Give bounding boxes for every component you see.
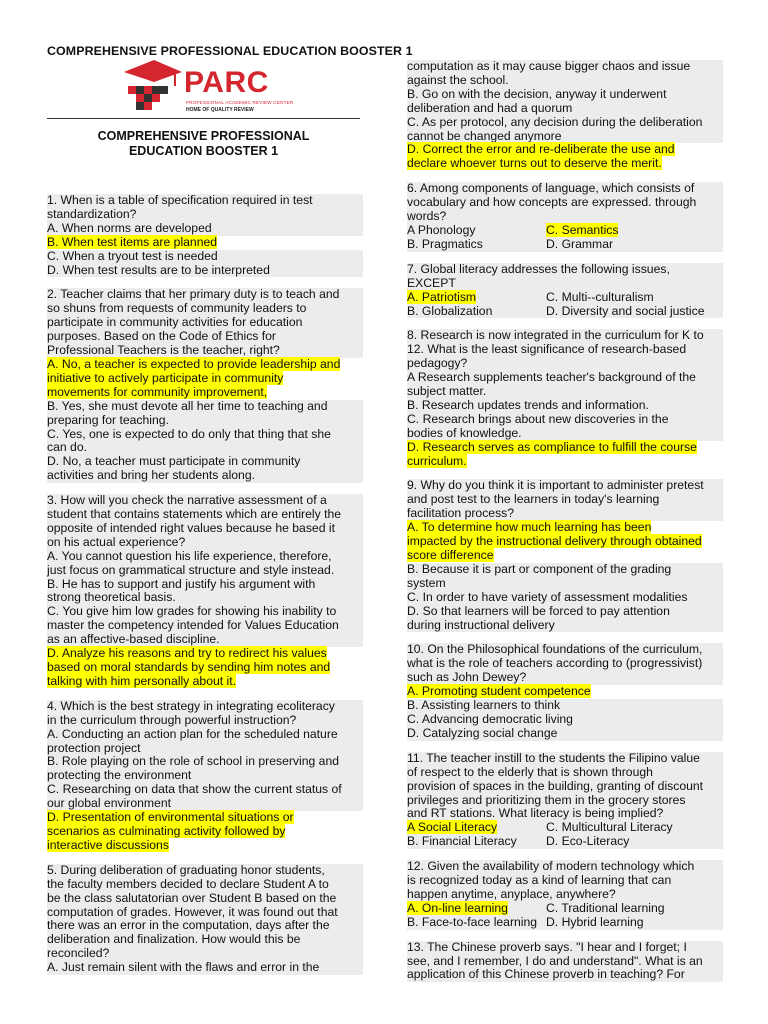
option-c: cannot be changed anymore: [407, 130, 723, 144]
question-11: [407, 752, 723, 849]
option-a: subject matter.: [407, 385, 723, 399]
question-5-continued: [407, 60, 723, 171]
option-d-correct: D. Correct the error and re-deliberate the use and: [407, 142, 675, 157]
option-b: B. He has to support and justify his argument with: [47, 578, 363, 592]
question-text: 10. On the Philosophical foundations of the curriculum,: [407, 643, 723, 657]
option-d-correct: D. Analyze his reasons and try to redirect his values: [47, 646, 327, 661]
question-text: and RT stations. What literacy is being implied?: [407, 807, 723, 821]
option-a-correct: A. Patriotism: [407, 289, 477, 304]
question-text: purposes. Based on the Code of Ethics for: [47, 330, 363, 344]
option-a-correct: A Social Literacy: [407, 820, 498, 835]
option-a-correct: A. On-line learning: [407, 900, 508, 915]
option-d-correct: talking with him personally about it.: [47, 673, 237, 688]
question-text: 11. The teacher instill to the students the Filipino value: [407, 752, 723, 766]
option-c: C. Multicultural Literacy: [546, 820, 673, 835]
question-text: be the class salutatorian over Student B based on the: [47, 892, 363, 906]
option-a: A. You cannot question his life experience, therefore,: [47, 550, 363, 564]
question-text: Professional Teachers is the teacher, right?: [47, 344, 363, 358]
question-text: 6. Among components of language, which consists of: [407, 182, 723, 196]
option-b: protecting the environment: [47, 769, 363, 783]
question-text: so shuns from requests of community leaders to: [47, 302, 363, 316]
question-8: [407, 329, 723, 468]
question-text: 1. When is a table of specification required in test: [47, 194, 363, 208]
title-line-1: COMPREHENSIVE PROFESSIONAL: [97, 129, 310, 143]
option-c: our global environment: [47, 797, 363, 811]
option-d-correct: based on moral standards by sending him notes and: [47, 660, 331, 674]
option-d: D. When test results are to be interpreted: [47, 264, 363, 278]
question-text: 12. What is the least significance of research-based: [407, 343, 723, 357]
option-a-correct: score difference: [407, 548, 494, 562]
option-a: A. Conducting an action plan for the scheduled nature: [47, 728, 363, 742]
option-c: can do.: [47, 441, 363, 455]
option-d: during instructional delivery: [407, 619, 723, 633]
option-a: against the school.: [407, 74, 723, 88]
option-c: master the competency intended for Values Education: [47, 619, 363, 633]
question-7: [407, 263, 723, 319]
question-text: and post test to the learners in today's learning: [407, 493, 723, 507]
question-13: [407, 941, 723, 983]
option-b: B. Go on with the decision, anyway it underwent: [407, 88, 723, 102]
question-text: on his actual experience?: [47, 536, 363, 550]
option-c: as an affective-based discipline.: [47, 633, 363, 647]
option-c: C. Yes, one is expected to do only that thing that she: [47, 428, 363, 442]
option-d: D. Diversity and social justice: [546, 303, 705, 318]
option-d: activities and bring her students along.: [47, 469, 363, 483]
question-text: reconciled?: [47, 947, 363, 961]
question-3: [47, 494, 363, 689]
question-text: participate in community activities for education: [47, 316, 363, 330]
question-text: 7. Global literacy addresses the following issues,: [407, 263, 723, 277]
option-b: B. Financial Literacy: [407, 834, 517, 849]
option-b: B. Globalization: [407, 303, 493, 318]
question-4: [47, 700, 363, 853]
question-1: [47, 194, 363, 277]
option-c: C. Research brings about new discoveries in the: [407, 413, 723, 427]
question-text: such as John Dewey?: [407, 671, 723, 685]
option-a: A. Just remain silent with the flaws and error in the: [47, 961, 363, 975]
question-9: [407, 479, 723, 632]
logo-tagline: PROFESSIONAL ACADEMIC REVIEW CENTER: [186, 100, 294, 105]
option-c: C. When a tryout test is needed: [47, 250, 363, 264]
option-d: D. Eco-Literacy: [546, 834, 630, 849]
option-a-correct: impacted by the instructional delivery through obtained: [407, 534, 702, 549]
option-a: A Phonology: [407, 222, 476, 237]
question-10: [407, 643, 723, 740]
question-text: 2. Teacher claims that her primary duty is to teach and: [47, 288, 363, 302]
option-b: strong theoretical basis.: [47, 591, 363, 605]
option-c: C. Multi--culturalism: [546, 289, 654, 304]
question-2: [47, 288, 363, 483]
question-text: vocabulary and how concepts are expressed. through: [407, 196, 723, 210]
option-d-correct: D. Presentation of environmental situations or: [47, 810, 294, 825]
question-text: opposite of intended right values because he based it: [47, 522, 363, 536]
option-d: D. No, a teacher must participate in community: [47, 455, 363, 469]
option-b: B. Research updates trends and information.: [407, 399, 723, 413]
question-text: happen anytime, anyplace, anywhere?: [407, 888, 723, 902]
question-text: of respect to the elderly that is shown through: [407, 766, 723, 780]
logo-subtagline: HOME OF QUALITY REVIEW: [186, 107, 254, 113]
option-c: C. You give him low grades for showing his inability to: [47, 605, 363, 619]
option-b: B. Yes, she must devote all her time to teaching and: [47, 400, 363, 414]
option-a-correct: initiative to actively participate in community: [47, 370, 284, 385]
question-text: pedagogy?: [407, 357, 723, 371]
question-5: [47, 864, 363, 975]
question-text: in the curriculum through powerful instruction?: [47, 714, 363, 728]
option-a: A Research supplements teacher's background of the: [407, 371, 723, 385]
question-text: 12. Given the availability of modern technology which: [407, 860, 723, 874]
option-b: B. Assisting learners to think: [407, 699, 723, 713]
page-header: COMPREHENSIVE PROFESSIONAL EDUCATION BOOSTER 1: [47, 44, 413, 58]
option-a-correct: A. To determine how much learning has been: [407, 520, 652, 535]
option-a: computation as it may cause bigger chaos and issue: [407, 60, 723, 74]
option-c: C. Traditional learning: [546, 900, 665, 915]
option-d: D. Grammar: [546, 236, 614, 251]
title-line-2: EDUCATION BOOSTER 1: [128, 144, 279, 158]
question-12: [407, 860, 723, 930]
option-d-correct: interactive discussions: [47, 837, 169, 852]
question-text: words?: [407, 210, 723, 224]
option-c: C. As per protocol, any decision during the deliberation: [407, 116, 723, 130]
option-d-correct: D. Research serves as compliance to fulfill the course: [407, 439, 697, 454]
question-text: the faculty members decided to declare Student A to: [47, 878, 363, 892]
question-text: computation of grades. However, it was found out that: [47, 906, 363, 920]
question-text: 9. Why do you think it is important to administer pretest: [407, 479, 723, 493]
option-c: C. In order to have variety of assessment modalities: [407, 591, 723, 605]
option-c-correct: C. Semantics: [546, 222, 619, 237]
graduation-cap-icon: [120, 58, 184, 118]
question-text: EXCEPT: [407, 277, 723, 291]
option-a-correct: movements for community improvement,: [47, 384, 268, 399]
question-text: 13. The Chinese proverb says. "I hear and I forget; I: [407, 941, 723, 955]
option-b: B. Role playing on the role of school in preserving and: [47, 755, 363, 769]
question-text: see, and I remember, I do and understand". What is an: [407, 955, 723, 969]
option-d: D. Catalyzing social change: [407, 727, 723, 741]
option-b: preparing for teaching.: [47, 414, 363, 428]
option-c: bodies of knowledge.: [407, 427, 723, 441]
question-text: 4. Which is the best strategy in integrating ecoliteracy: [47, 700, 363, 714]
question-text: there was an error in the computation, days after the: [47, 919, 363, 933]
question-text: provision of spaces in the building, granting of discount: [407, 780, 723, 794]
option-d-correct: declare whoever turns out to deserve the merit.: [407, 156, 662, 171]
question-text: standardization?: [47, 208, 363, 222]
question-text: privileges and prioritizing them in the grocery stores: [407, 794, 723, 808]
option-a: protection project: [47, 742, 363, 756]
question-text: student that contains statements which are entirely the: [47, 508, 363, 522]
option-a: just focus on grammatical structure and style instead.: [47, 564, 363, 578]
parc-logo: [120, 58, 320, 118]
option-a: A. When norms are developed: [47, 222, 363, 236]
document-title: [47, 129, 360, 159]
option-b: B. Face-to-face learning: [407, 914, 538, 929]
option-d: D. Hybrid learning: [546, 914, 644, 929]
option-a-correct: A. Promoting student competence: [407, 684, 591, 699]
left-column: [47, 194, 363, 986]
question-text: application of this Chinese proverb in teaching? For: [407, 968, 723, 982]
option-b: system: [407, 577, 723, 591]
question-text: what is the role of teachers according to (progressivist): [407, 657, 723, 671]
question-text: facilitation process?: [407, 507, 723, 521]
option-c: C. Researching on data that show the current status of: [47, 783, 363, 797]
question-text: 8. Research is now integrated in the curriculum for K to: [407, 329, 723, 343]
option-b: B. Pragmatics: [407, 236, 483, 251]
question-6: [407, 182, 723, 252]
option-b: B. Because it is part or component of the grading: [407, 563, 723, 577]
option-d-correct: scenarios as culminating activity followed by: [47, 823, 286, 838]
question-text: is recognized today as a kind of learning that can: [407, 874, 723, 888]
question-text: deliberation and finalization. How would this be: [47, 933, 363, 947]
option-a-correct: A. No, a teacher is expected to provide leadership and: [47, 356, 341, 371]
option-d: D. So that learners will be forced to pay attention: [407, 605, 723, 619]
question-text: 5. During deliberation of graduating honor students,: [47, 864, 363, 878]
option-b-correct: B. When test items are planned: [47, 234, 218, 249]
right-column: [407, 60, 723, 993]
option-b: deliberation and had a quorum: [407, 102, 723, 116]
option-c: C. Advancing democratic living: [407, 713, 723, 727]
logo-wordmark: PARC: [184, 66, 269, 99]
header-rule: [47, 118, 360, 119]
option-d-correct: curriculum.: [407, 453, 467, 468]
question-text: 3. How will you check the narrative assessment of a: [47, 494, 363, 508]
